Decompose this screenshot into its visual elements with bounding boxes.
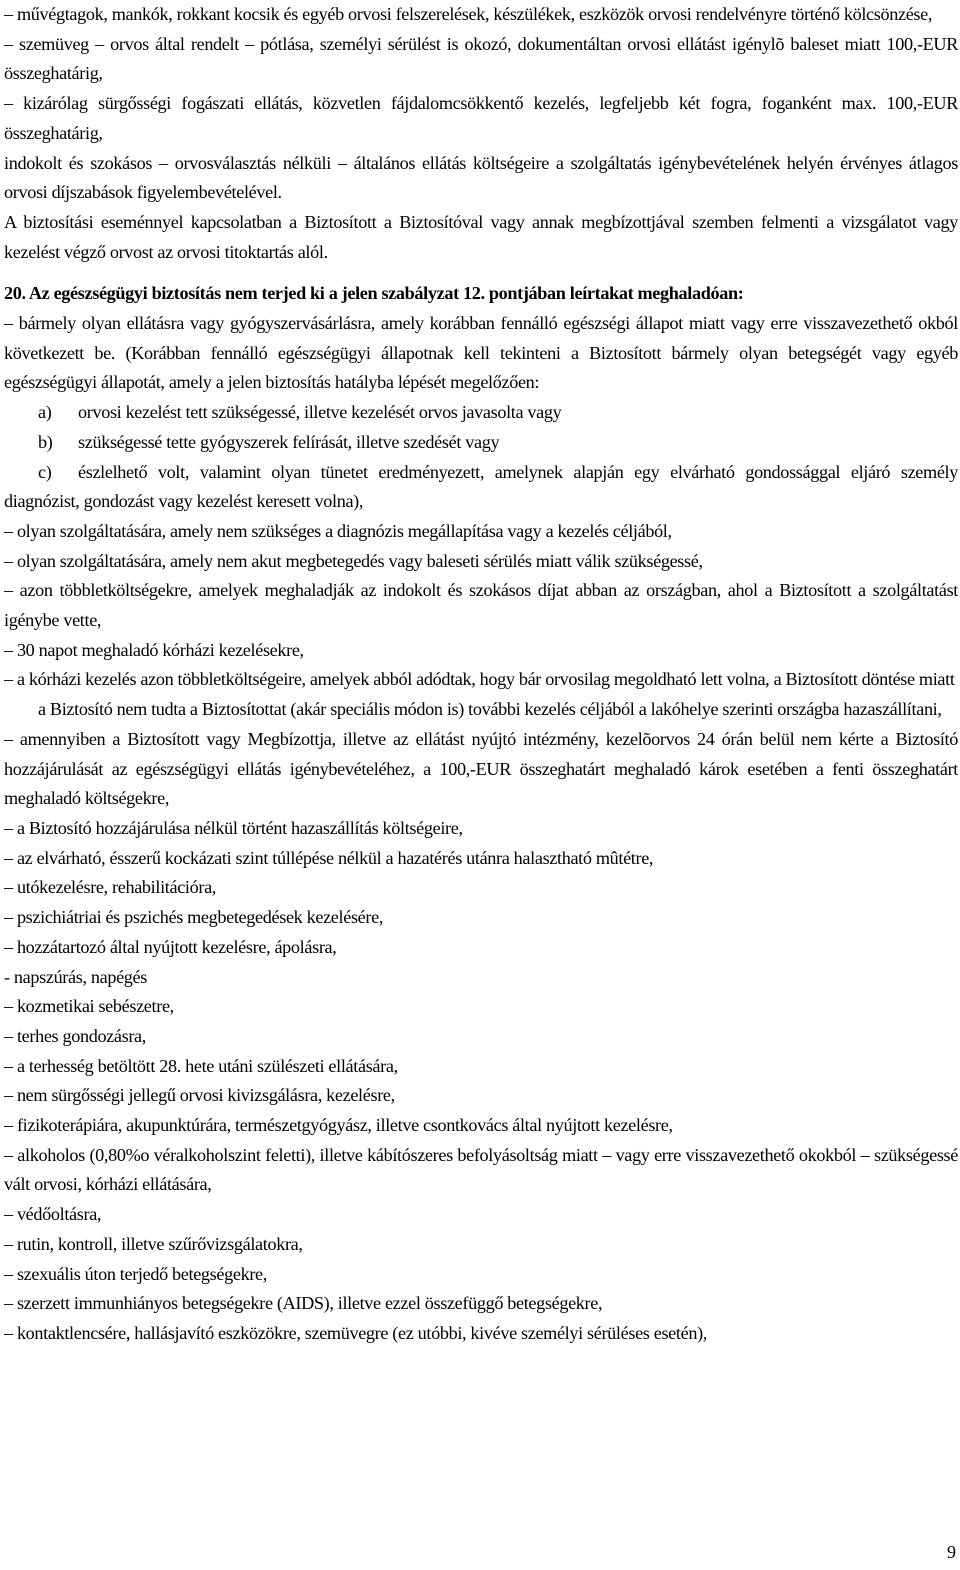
list-item: – pszichiátriai és pszichés megbetegedések kezelésére, (4, 907, 384, 928)
paragraph: indokolt és szokásos – orvosválasztás nélküli – általános ellátás költségeire a szolgáltatás igénybevételének helyén érvényes átlagos orvosi díjszabások figyelembevételével. (4, 152, 958, 203)
list-item: – olyan szolgáltatására, amely nem akut megbetegedés vagy baleseti sérülés miatt válik szükségessé, (4, 550, 703, 571)
enum-text: szükségessé tette gyógyszerek felírását, illetve szedését vagy (78, 431, 500, 452)
enum-text: orvosi kezelést tett szükségessé, illetve kezelését orvos javasolta vagy (78, 402, 562, 423)
list-item: – művégtagok, mankók, rokkant kocsik és egyéb orvosi felszerelések, készülékek, eszközök orvosi rendelvényre történő kölcsönzése, (4, 4, 933, 24)
list-item: – szerzett immunhiányos betegségekre (AIDS), illetve ezzel összefüggő betegségekre, (4, 1293, 603, 1314)
list-item: – hozzátartozó által nyújtott kezelésre, ápolásra, (4, 936, 337, 957)
list-item: – fizikoterápiára, akupunktúrára, természetgyógyász, illetve csontkovács által nyújtott kezelésre, (4, 1115, 673, 1136)
list-item: – azon többletköltségekre, amelyek meghaladják az indokolt és szokásos díjat abban az országban, ahol a Biztosított a szolgáltatást igénybe vette, (4, 580, 958, 631)
list-item: – terhes gondozásra, (4, 1025, 146, 1046)
list-item: – 30 napot meghaladó kórházi kezelésekre, (4, 639, 304, 660)
list-item: – nem sürgősségi jellegű orvosi kivizsgálásra, kezelésre, (4, 1085, 395, 1106)
list-item: – utókezelésre, rehabilitációra, (4, 877, 216, 898)
enum-item-a (4, 398, 958, 428)
list-item: – rutin, kontroll, illetve szűrővizsgálatokra, (4, 1233, 303, 1254)
enum-label: a) (38, 402, 52, 423)
list-item: – alkoholos (0,80%o véralkoholszint feletti), illetve kábítószeres befolyásoltság miatt – vagy erre visszavezethető okokból – szükségessé vált orvosi, kórházi ellátására, (4, 1144, 958, 1195)
enum-item-b (4, 428, 958, 458)
list-item: – amennyiben a Biztosított vagy Megbízottja, illetve az ellátást nyújtó intézmény, kezelõorvos 24 órán belül nem kérte a Biztosító hozzájárulását az egészségügyi ellátás igénybevételéhez, a 100,-EUR összeghatárt meghaladó károk esetében a fenti összeghatárt meghaladó költségekre, (4, 728, 958, 809)
list-item: – az elvárható, ésszerű kockázati szint túllépése nélkül a hazatérés utánra halasztható mûtétre, (4, 847, 654, 868)
paragraph: A biztosítási eseménnyel kapcsolatban a Biztosított a Biztosítóval vagy annak megbízottjával szemben felmenti a vizsgálatot vagy kezelést végző orvost az orvosi titoktartás alól. (4, 211, 958, 262)
list-item: – a kórházi kezelés azon többletköltségeire, amelyek abból adódtak, hogy bár orvosilag megoldható lett volna, a Biztosított döntése miatt (4, 669, 955, 690)
list-item: – a Biztosító hozzájárulása nélkül történt hazaszállítás költségeire, (4, 817, 463, 838)
list-item: – kontaktlencsére, hallásjavító eszközökre, szemüvegre (ez utóbbi, kivéve személyi sérüléses esetén), (4, 1322, 707, 1343)
list-item: – olyan szolgáltatására, amely nem szükséges a diagnózis megállapítása vagy a kezelés céljából, (4, 520, 672, 541)
enum-item-c (4, 458, 958, 517)
list-item: a Biztosító nem tudta a Biztosítottat (akár speciális módon is) további kezelés céljából a lakóhelye szerinti országba hazaszállítani, (38, 699, 942, 720)
list-item: – szemüveg – orvos által rendelt – pótlása, személyi sérülést is okozó, dokumentáltan orvosi ellátást igénylõ baleset miatt 100,-EUR összeghatárig, (4, 33, 958, 84)
list-item: – védőoltásra, (4, 1204, 102, 1225)
list-item: – szexuális úton terjedő betegségekre, (4, 1263, 267, 1284)
list-item: – a terhesség betöltött 28. hete utáni szülészeti ellátására, (4, 1055, 398, 1076)
document-page (4, 0, 958, 1349)
enum-label: b) (38, 431, 53, 452)
section-heading: 20. Az egészségügyi biztosítás nem terjed ki a jelen szabályzat 12. pontjában leírtakat meghaladóan: (4, 283, 744, 304)
enum-label: c) (38, 461, 52, 482)
list-item: – bármely olyan ellátásra vagy gyógyszervásárlásra, amely korábban fennálló egészségi állapot miatt vagy erre visszavezethető okból következett be. (Korábban fennálló egészségügyi állapotnak kell tekinteni a Biztosított bármely olyan betegségét vagy egyéb egészségügyi állapotát, amely a jelen biztosítás hatályba lépését megelőzően: (4, 313, 958, 393)
enum-text: észlelhető volt, valamint olyan tünetet eredményezett, amelynek alapján egy elvárható gondossággal eljáró személy diagnózist, gondozást vagy kezelést keresett volna), (4, 461, 958, 512)
page-number: 9 (947, 1542, 956, 1562)
list-item: - napszúrás, napégés (4, 966, 147, 987)
list-item: – kizárólag sürgősségi fogászati ellátás, közvetlen fájdalomcsökkentő kezelés, legfeljebb két fogra, foganként max. 100,-EUR összeghatárig, (4, 93, 958, 143)
list-item: – kozmetikai sebészetre, (4, 996, 174, 1017)
